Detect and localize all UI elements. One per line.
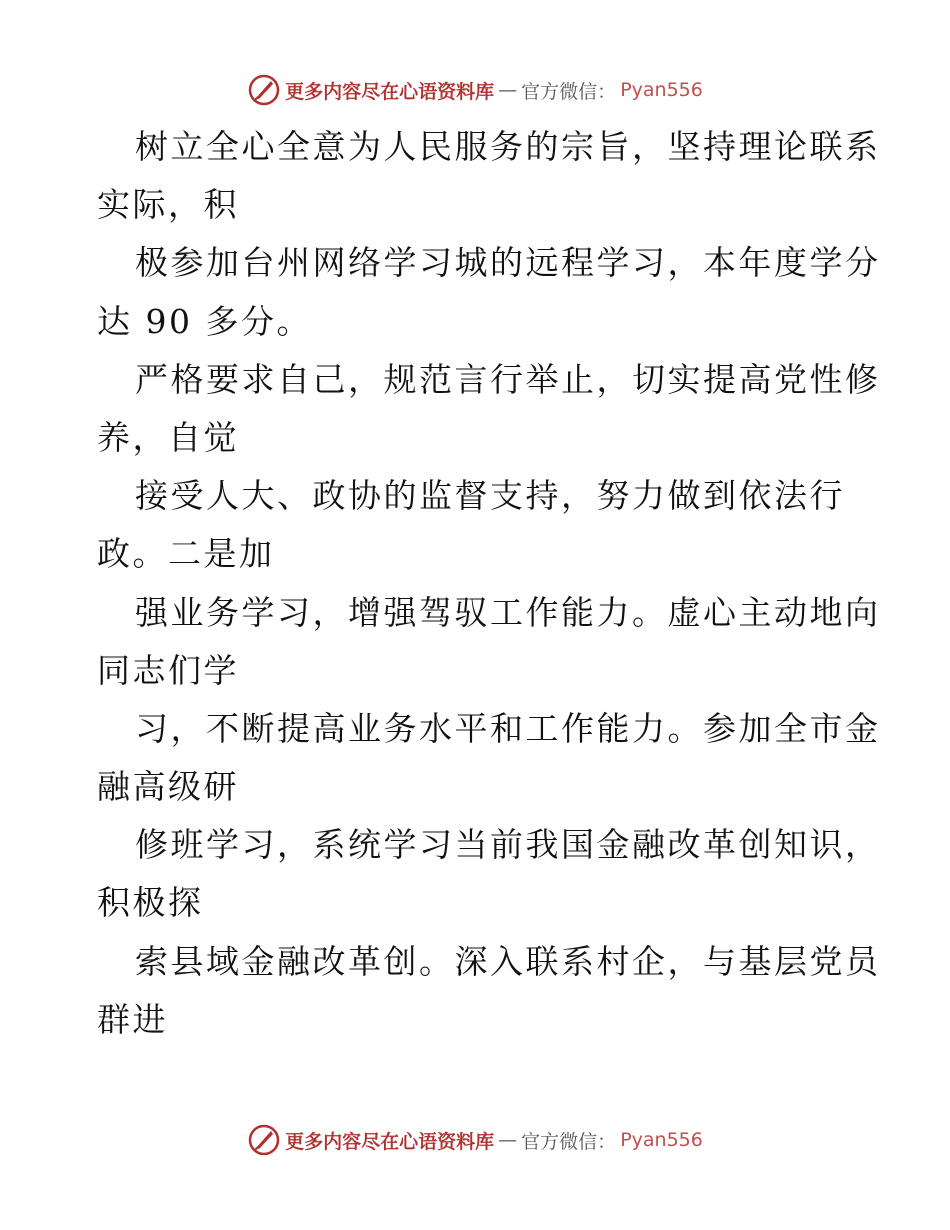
- quill-logo-icon: [247, 73, 281, 107]
- watermark-wechat-label: 官方微信：: [521, 1130, 617, 1153]
- text-line: 索县域金融改革创。深入联系村企，与基层党员: [135, 941, 881, 981]
- text-line: 融高级研: [97, 767, 239, 807]
- watermark-wechat-label: 官方微信：: [521, 80, 617, 103]
- text-line: 严格要求自己，规范言行举止，切实提高党性修: [135, 359, 881, 399]
- text-line: 政。二是加: [97, 534, 275, 574]
- watermark-dash: —: [498, 1129, 518, 1151]
- text-line: 习，不断提高业务水平和工作能力。参加全市金: [135, 708, 881, 748]
- quill-logo-icon: [247, 1123, 281, 1157]
- footer-watermark: [0, 1120, 950, 1160]
- text-line: 达 90 多分。: [97, 301, 312, 341]
- watermark-brand-text: 更多内容尽在心语资料库: [285, 1130, 495, 1153]
- text-line: 实际，积: [97, 185, 239, 225]
- text-line: 接受人大、政协的监督支持，努力做到依法行: [135, 476, 845, 516]
- text-line: 树立全心全意为人民服务的宗旨，坚持理论联系: [135, 127, 881, 166]
- text-line: 极参加台州网络学习城的远程学习，本年度学分: [135, 243, 881, 283]
- watermark-wechat-id: Pyan556: [620, 1129, 703, 1151]
- text-line: 积极探: [97, 883, 204, 923]
- watermark-brand-text: 更多内容尽在心语资料库: [285, 80, 495, 103]
- text-line: 群进: [97, 999, 168, 1039]
- text-line: 养，自觉: [97, 417, 239, 457]
- document-body: [97, 118, 881, 1049]
- text-line: 同志们学: [97, 650, 239, 690]
- text-line: 修班学习，系统学习当前我国金融改革创知识，: [135, 825, 881, 865]
- text-line: 强业务学习，增强驾驭工作能力。虚心主动地向: [135, 592, 881, 632]
- watermark-wechat-id: Pyan556: [620, 79, 703, 101]
- watermark-dash: —: [498, 79, 518, 101]
- header-watermark: [0, 70, 950, 110]
